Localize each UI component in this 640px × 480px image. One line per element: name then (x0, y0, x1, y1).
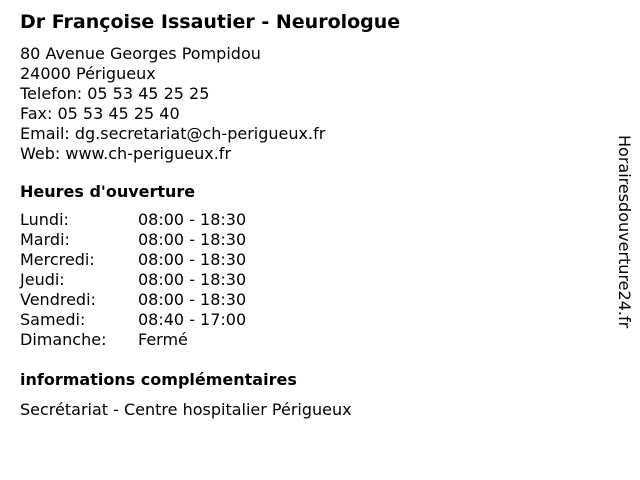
fax-line: Fax: 05 53 45 25 40 (20, 104, 180, 123)
hours-day: Vendredi: (20, 290, 96, 309)
hours-day: Jeudi: (20, 270, 65, 289)
vertical-watermark: Horairesdouverture24.fr (615, 135, 634, 329)
hours-row-thursday (20, 270, 600, 290)
hours-row-friday (20, 290, 600, 310)
hours-time: 08:40 - 17:00 (138, 310, 247, 329)
hours-row-wednesday (20, 250, 600, 270)
page-title: Dr Françoise Issautier - Neurologue (20, 11, 401, 33)
address-line-2: 24000 Périgueux (20, 64, 156, 83)
hours-day: Lundi: (20, 210, 69, 229)
hours-time: 08:00 - 18:30 (138, 290, 247, 309)
doctor-info-card (20, 10, 600, 420)
web-line: Web: www.ch-perigueux.fr (20, 144, 232, 163)
hours-time: 08:00 - 18:30 (138, 210, 247, 229)
hours-row-saturday (20, 310, 600, 330)
hours-day: Mercredi: (20, 250, 95, 269)
hours-time: 08:00 - 18:30 (138, 270, 247, 289)
address-line-1: 80 Avenue Georges Pompidou (20, 44, 261, 63)
additional-info-text: Secrétariat - Centre hospitalier Périgueux (20, 400, 352, 419)
hours-row-monday (20, 210, 600, 230)
hours-day: Samedi: (20, 310, 86, 329)
contact-block (20, 44, 600, 164)
opening-hours-list (20, 210, 600, 350)
hours-time: Fermé (138, 330, 188, 349)
hours-day: Mardi: (20, 230, 70, 249)
hours-time: 08:00 - 18:30 (138, 230, 247, 249)
additional-info-heading: informations complémentaires (20, 370, 297, 389)
phone-line: Telefon: 05 53 45 25 25 (20, 84, 210, 103)
hours-row-tuesday (20, 230, 600, 250)
hours-day: Dimanche: (20, 330, 107, 349)
hours-row-sunday (20, 330, 600, 350)
hours-time: 08:00 - 18:30 (138, 250, 247, 269)
opening-hours-heading: Heures d'ouverture (20, 182, 196, 201)
email-line: Email: dg.secretariat@ch-perigueux.fr (20, 124, 326, 143)
